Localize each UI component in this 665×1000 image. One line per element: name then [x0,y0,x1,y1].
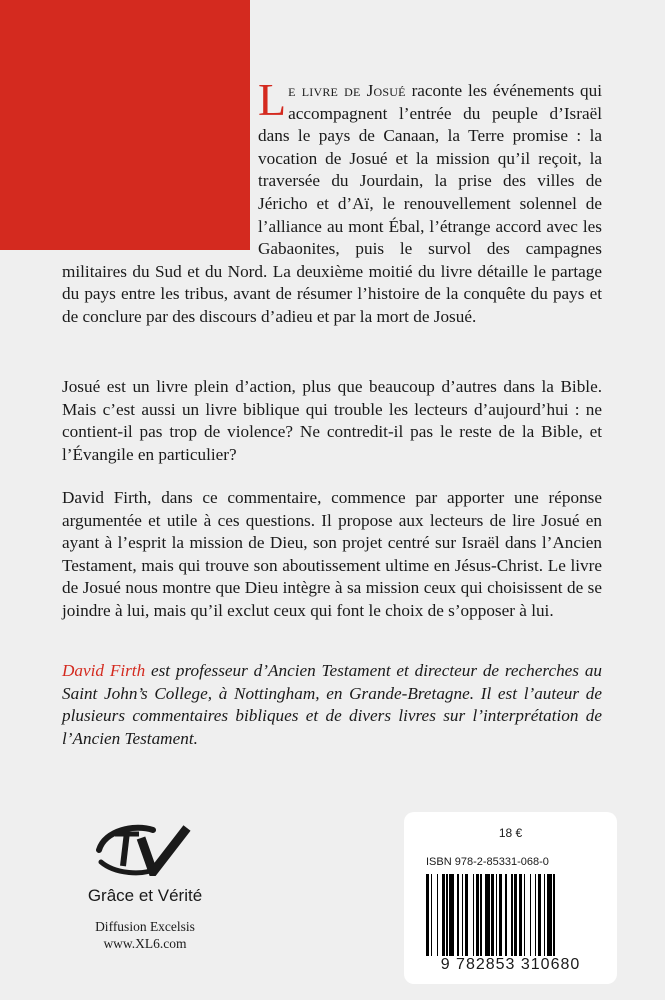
paragraph-2: Josué est un livre plein d’action, plus que beaucoup d’autres dans la Bible. Mais c’est aussi un livre biblique qui trouble les lecteurs d’aujourd’hui : ne contient-il pas trop de violence? Ne contredit-il pas le reste de la Bible, et l’Évangile en particulier? [62,377,602,464]
intro-lead-2: Josué [366,81,406,100]
author-bio [62,660,602,750]
distributor-name: Diffusion Excelsis [95,919,195,934]
distributor-website: www.XL6.com [103,936,187,951]
price: 18 € [498,826,523,840]
barcode-box [404,812,617,984]
barcode-digits: 9 782853 310680 [440,956,581,973]
barcode-bars [426,874,600,956]
distributor [70,918,220,952]
isbn: ISBN 978-2-85331-068-0 [426,856,549,868]
bio-text: est professeur d’Ancien Testament et directeur de recherches au Saint John’s College, à Nottingham, en Grande-Bretagne. Il est l’auteur de plusieurs commentaires bibliques et de divers livres sur l’interprétation de l’Ancien Testament. [62,661,603,748]
drop-cap: L [258,74,287,125]
intro-body: raconte les événements qui accompagnent l’entrée du peuple d’Israël dans le pays de Canaan, la Terre promise : la vocation de Josué et la mission qu’il reçoit, la traversée du Jourdain, la prise des villes de Jéricho et d’Aï, le renouvellement solennel de l’alliance au mont Ébal, l’étrange accord avec les Gabaonites, puis le survol des campagnes militaires du Sud et du Nord. La deuxième moitié du livre détaille le partage du pays entre les tribus, avant de résumer l’histoire de la conquête du pays et de conclure par des discours d’adieu et par la mort de Josué. [62,81,602,326]
intro-block [62,74,602,355]
publisher-block [70,822,220,952]
grace-et-verite-logo-icon [95,822,195,876]
author-name: David Firth [62,661,146,680]
paragraph-3: David Firth, dans ce commentaire, commence par apporter une réponse argumentée et utile à ces questions. Il propose aux lecteurs de lire Josué en ayant à l’esprit la mission de Dieu, son projet centré sur Israël dans l’Ancien Testament, mais qui trouve son aboutissement ultime en Jésus-Christ. Le livre de Josué nous montre que Dieu intègre à sa mission ceux qui choisissent de se joindre à lui, mais qu’il exclut ceux qui font le choix de s’opposer à lui. [62,488,602,620]
intro-lead-1: e livre de [288,81,367,100]
publisher-name: Grâce et Vérité [87,886,203,905]
